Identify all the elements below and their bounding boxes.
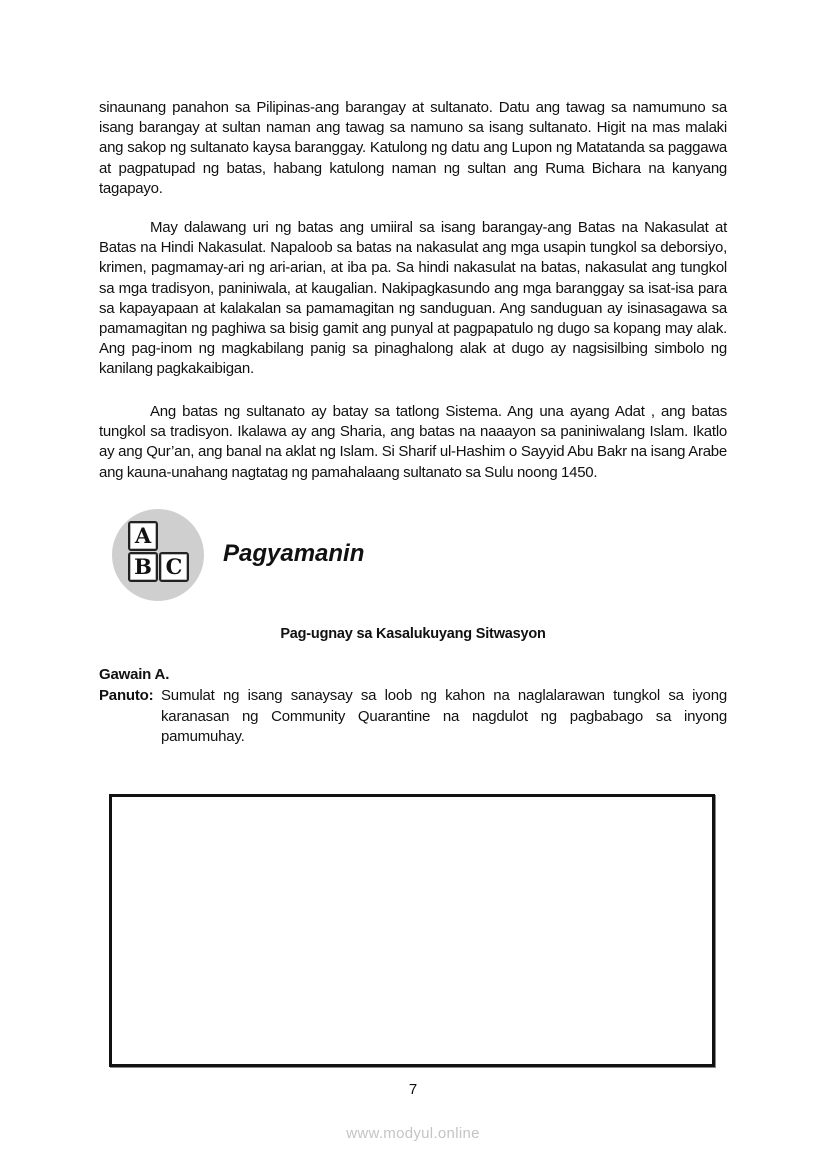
activity-label: Gawain A. [99,666,170,683]
section-title: Pagyamanin [223,540,365,567]
directions [99,686,727,748]
essay-answer-box[interactable] [109,794,715,1067]
page-number: 7 [408,1081,418,1098]
paragraph-barangay-sultanato: sinaunang panahon sa Pilipinas-ang barangay at sultanato. Datu ang tawag sa namumuno sa isang barangay at sultan naman ang tawag sa namuno sa isang sultanato. Higit na mas malaki ang sakop ng sultanato kaysa baranggay. Katulong ng datu ang Lupon ng Matatanda sa paggawa at pagpatupad ng batas, habang katulong naman ng sultan ang Ruma Bichara na kanyang tagapayo. [99,99,727,197]
block-a: A [128,521,158,551]
abc-blocks-icon [112,509,204,601]
section-header-pagyamanin [112,509,512,601]
paragraph-batas-barangay: May dalawang uri ng batas ang umiiral sa isang barangay-ang Batas na Nakasulat at Batas na Hindi Nakasulat. Napaloob sa batas na nakasulat ang mga usapin tungkol sa deborsiyo, krimen, pagmamay-ari ng ari-arian, at iba pa. Sa hindi nakasulat na batas, nakasulat ang tungkol sa mga tradisyon, paniniwala, at kaugalian. Nakipagkasundo ang mga baranggay sa isat-isa para sa kapayapaan at kalakalan sa pamamagitan ng sanduguan. Ang sanduguan ay isinasagawa sa pamamagitan ng paghiwa sa bisig gamit ang punyal at pagpapatulo ng dugo sa kopang may alak. Ang pag-inom ng magkabilang panig sa pinaghalong alak at dugo ay nagsisilbing simbolo ng kanilang pagkakaibigan. [99,219,727,378]
block-b: B [128,552,158,582]
activity-subtitle: Pag-ugnay sa Kasalukuyang Sitwasyon [280,626,546,642]
directions-label: Panuto: [99,687,154,704]
block-c: C [159,552,189,582]
paragraph-batas-sultanato: Ang batas ng sultanato ay batay sa tatlong Sistema. Ang una ayang Adat , ang batas tungkol sa tradisyon. Ikalawa ay ang Sharia, ang batas na naaayon sa paniniwalang Islam. Ikatlo ay ang Qur’an, ang banal na aklat ng Islam. Si Sharif ul-Hashim o Sayyid Abu Bakr na isang Arabe ang kauna-unahang nagtatag ng pamahalaang sultanato sa Sulu noong 1450. [99,403,727,481]
directions-text: Sumulat ng isang sanaysay sa loob ng kahon na naglalarawan tungkol sa iyong karanasan ng Community Quarantine na nagdulot ng pagbabago sa inyong pamumuhay. [161,687,727,746]
watermark: www.modyul.online [346,1125,480,1142]
